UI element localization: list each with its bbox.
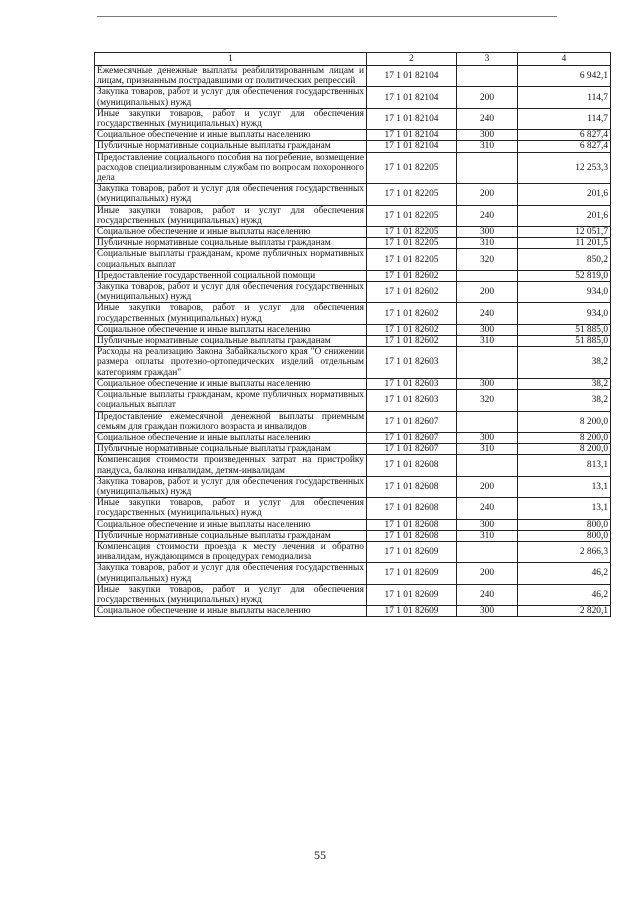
table-row (95, 444, 611, 455)
row-type-cell: 240 (457, 303, 518, 324)
budget-table (94, 52, 611, 617)
row-name-cell: Социальное обеспечение и иные выплаты населению (95, 519, 367, 530)
row-code-cell: 17 1 01 82609 (367, 541, 457, 562)
row-amount-cell: 13,1 (518, 498, 611, 519)
row-name-cell: Ежемесячные денежные выплаты реабилитированным лицам и лицам, признанным пострадавшими от политических репрессий (95, 66, 367, 87)
table-row (95, 530, 611, 541)
row-amount-cell: 8 200,0 (518, 432, 611, 443)
row-name-cell: Социальные выплаты гражданам, кроме публичных нормативных социальных выплат (95, 390, 367, 411)
row-amount-cell: 2 820,1 (518, 606, 611, 617)
row-code-cell: 17 1 01 82603 (367, 347, 457, 379)
table-row (95, 87, 611, 108)
row-code-cell: 17 1 01 82603 (367, 378, 457, 389)
table-row (95, 130, 611, 141)
table-row (95, 390, 611, 411)
row-code-cell: 17 1 01 82104 (367, 87, 457, 108)
table-row (95, 249, 611, 270)
row-amount-cell: 6 827,4 (518, 130, 611, 141)
table-row (95, 152, 611, 184)
row-code-cell: 17 1 01 82104 (367, 130, 457, 141)
row-type-cell: 310 (457, 238, 518, 249)
row-type-cell: 200 (457, 563, 518, 584)
row-type-cell (457, 455, 518, 476)
table-row (95, 238, 611, 249)
row-code-cell: 17 1 01 82205 (367, 238, 457, 249)
row-amount-cell: 114,7 (518, 87, 611, 108)
row-name-cell: Публичные нормативные социальные выплаты гражданам (95, 141, 367, 152)
row-code-cell: 17 1 01 82104 (367, 66, 457, 87)
row-amount-cell: 6 942,1 (518, 66, 611, 87)
table-row (95, 378, 611, 389)
row-type-cell: 310 (457, 141, 518, 152)
row-name-cell: Иные закупки товаров, работ и услуг для обеспечения государственных (муниципальных) нужд (95, 108, 367, 129)
row-amount-cell: 8 200,0 (518, 444, 611, 455)
row-name-cell: Предоставление ежемесячной денежной выплаты приемным семьям для граждан пожилого возраста и инвалидов (95, 411, 367, 432)
table-body (95, 66, 611, 617)
table-row (95, 66, 611, 87)
row-amount-cell: 51 885,0 (518, 336, 611, 347)
row-code-cell: 17 1 01 82205 (367, 184, 457, 205)
row-name-cell: Компенсация стоимости проезда к месту лечения и обратно инвалидам, нуждающимся в процедурах гемодиализа (95, 541, 367, 562)
row-type-cell (457, 66, 518, 87)
row-name-cell: Закупка товаров, работ и услуг для обеспечения государственных (муниципальных) нужд (95, 476, 367, 497)
header-cell-4: 4 (518, 53, 611, 66)
row-code-cell: 17 1 01 82602 (367, 324, 457, 335)
row-code-cell: 17 1 01 82602 (367, 282, 457, 303)
row-name-cell: Социальное обеспечение и иные выплаты населению (95, 432, 367, 443)
row-code-cell: 17 1 01 82205 (367, 227, 457, 238)
row-name-cell: Компенсация стоимости произведенных затрат на пристройку пандуса, балкона инвалидам, детям-инвалидам (95, 455, 367, 476)
table-row (95, 455, 611, 476)
row-amount-cell: 52 819,0 (518, 270, 611, 281)
table-row (95, 519, 611, 530)
row-type-cell: 240 (457, 205, 518, 226)
row-type-cell (457, 270, 518, 281)
row-type-cell: 320 (457, 249, 518, 270)
row-amount-cell: 800,0 (518, 519, 611, 530)
table-row (95, 541, 611, 562)
row-name-cell: Публичные нормативные социальные выплаты гражданам (95, 530, 367, 541)
row-code-cell: 17 1 01 82205 (367, 152, 457, 184)
row-type-cell: 300 (457, 519, 518, 530)
table-row (95, 303, 611, 324)
row-amount-cell: 813,1 (518, 455, 611, 476)
row-amount-cell: 934,0 (518, 303, 611, 324)
row-name-cell: Расходы на реализацию Закона Забайкальского края "О снижении размера оплаты протезно-ортопедических изделий отдельным категориям граждан" (95, 347, 367, 379)
row-name-cell: Закупка товаров, работ и услуг для обеспечения государственных (муниципальных) нужд (95, 282, 367, 303)
row-amount-cell: 2 866,3 (518, 541, 611, 562)
row-amount-cell: 11 201,5 (518, 238, 611, 249)
row-name-cell: Предоставление государственной социальной помощи (95, 270, 367, 281)
row-amount-cell: 38,2 (518, 378, 611, 389)
table-row (95, 324, 611, 335)
row-amount-cell: 800,0 (518, 530, 611, 541)
table-row (95, 411, 611, 432)
row-type-cell: 300 (457, 130, 518, 141)
row-amount-cell: 8 200,0 (518, 411, 611, 432)
row-type-cell (457, 152, 518, 184)
row-code-cell: 17 1 01 82602 (367, 270, 457, 281)
row-name-cell: Закупка товаров, работ и услуг для обеспечения государственных (муниципальных) нужд (95, 184, 367, 205)
row-type-cell (457, 411, 518, 432)
row-name-cell: Социальное обеспечение и иные выплаты населению (95, 130, 367, 141)
row-name-cell: Социальное обеспечение и иные выплаты населению (95, 227, 367, 238)
row-type-cell: 240 (457, 584, 518, 605)
row-code-cell: 17 1 01 82608 (367, 498, 457, 519)
table-row (95, 563, 611, 584)
header-cell-1: 1 (95, 53, 367, 66)
table-row (95, 141, 611, 152)
row-code-cell: 17 1 01 82205 (367, 249, 457, 270)
table-row (95, 498, 611, 519)
row-type-cell: 240 (457, 498, 518, 519)
row-name-cell: Иные закупки товаров, работ и услуг для обеспечения государственных (муниципальных) нужд (95, 498, 367, 519)
row-code-cell: 17 1 01 82603 (367, 390, 457, 411)
row-name-cell: Публичные нормативные социальные выплаты гражданам (95, 336, 367, 347)
row-type-cell: 310 (457, 530, 518, 541)
row-code-cell: 17 1 01 82608 (367, 455, 457, 476)
table-row (95, 282, 611, 303)
row-name-cell: Публичные нормативные социальные выплаты гражданам (95, 238, 367, 249)
row-amount-cell: 51 885,0 (518, 324, 611, 335)
table-row (95, 108, 611, 129)
row-type-cell: 300 (457, 606, 518, 617)
row-code-cell: 17 1 01 82609 (367, 606, 457, 617)
row-type-cell: 240 (457, 108, 518, 129)
row-amount-cell: 13,1 (518, 476, 611, 497)
table-row (95, 205, 611, 226)
row-name-cell: Иные закупки товаров, работ и услуг для обеспечения государственных (муниципальных) нужд (95, 205, 367, 226)
row-type-cell (457, 541, 518, 562)
row-amount-cell: 114,7 (518, 108, 611, 129)
row-amount-cell: 850,2 (518, 249, 611, 270)
row-name-cell: Социальные выплаты гражданам, кроме публичных нормативных социальных выплат (95, 249, 367, 270)
row-amount-cell: 38,2 (518, 347, 611, 379)
row-name-cell: Закупка товаров, работ и услуг для обеспечения государственных (муниципальных) нужд (95, 563, 367, 584)
top-rule (97, 16, 557, 17)
row-type-cell: 310 (457, 444, 518, 455)
row-type-cell: 300 (457, 324, 518, 335)
row-type-cell: 200 (457, 87, 518, 108)
row-code-cell: 17 1 01 82602 (367, 336, 457, 347)
header-cell-2: 2 (367, 53, 457, 66)
table-row (95, 584, 611, 605)
row-type-cell: 200 (457, 184, 518, 205)
row-type-cell: 200 (457, 476, 518, 497)
row-name-cell: Закупка товаров, работ и услуг для обеспечения государственных (муниципальных) нужд (95, 87, 367, 108)
row-code-cell: 17 1 01 82607 (367, 444, 457, 455)
row-type-cell (457, 347, 518, 379)
row-amount-cell: 46,2 (518, 584, 611, 605)
row-name-cell: Иные закупки товаров, работ и услуг для обеспечения государственных (муниципальных) нужд (95, 303, 367, 324)
table-row (95, 606, 611, 617)
row-code-cell: 17 1 01 82205 (367, 205, 457, 226)
table-row (95, 184, 611, 205)
row-code-cell: 17 1 01 82608 (367, 476, 457, 497)
row-name-cell: Публичные нормативные социальные выплаты гражданам (95, 444, 367, 455)
row-amount-cell: 934,0 (518, 282, 611, 303)
row-code-cell: 17 1 01 82609 (367, 563, 457, 584)
row-name-cell: Социальное обеспечение и иные выплаты населению (95, 324, 367, 335)
row-code-cell: 17 1 01 82608 (367, 530, 457, 541)
row-name-cell: Социальное обеспечение и иные выплаты населению (95, 606, 367, 617)
row-amount-cell: 12 253,3 (518, 152, 611, 184)
header-cell-3: 3 (457, 53, 518, 66)
row-amount-cell: 201,6 (518, 205, 611, 226)
row-type-cell: 310 (457, 336, 518, 347)
row-name-cell: Иные закупки товаров, работ и услуг для обеспечения государственных (муниципальных) нужд (95, 584, 367, 605)
page-number: 55 (314, 848, 326, 862)
row-code-cell: 17 1 01 82608 (367, 519, 457, 530)
row-code-cell: 17 1 01 82104 (367, 108, 457, 129)
table-row (95, 476, 611, 497)
row-amount-cell: 38,2 (518, 390, 611, 411)
row-code-cell: 17 1 01 82607 (367, 411, 457, 432)
row-code-cell: 17 1 01 82104 (367, 141, 457, 152)
table-row (95, 336, 611, 347)
row-type-cell: 300 (457, 432, 518, 443)
row-type-cell: 200 (457, 282, 518, 303)
table-row (95, 227, 611, 238)
row-code-cell: 17 1 01 82602 (367, 303, 457, 324)
row-amount-cell: 46,2 (518, 563, 611, 584)
table-row (95, 347, 611, 379)
row-amount-cell: 12 051,7 (518, 227, 611, 238)
row-amount-cell: 6 827,4 (518, 141, 611, 152)
row-name-cell: Предоставление социального пособия на погребение, возмещение расходов специализированным службам по вопросам похоронного дела (95, 152, 367, 184)
row-type-cell: 320 (457, 390, 518, 411)
row-amount-cell: 201,6 (518, 184, 611, 205)
table-row (95, 270, 611, 281)
row-name-cell: Социальное обеспечение и иные выплаты населению (95, 378, 367, 389)
row-type-cell: 300 (457, 227, 518, 238)
table-row (95, 432, 611, 443)
row-code-cell: 17 1 01 82607 (367, 432, 457, 443)
header-row (95, 53, 611, 66)
row-code-cell: 17 1 01 82609 (367, 584, 457, 605)
row-type-cell: 300 (457, 378, 518, 389)
